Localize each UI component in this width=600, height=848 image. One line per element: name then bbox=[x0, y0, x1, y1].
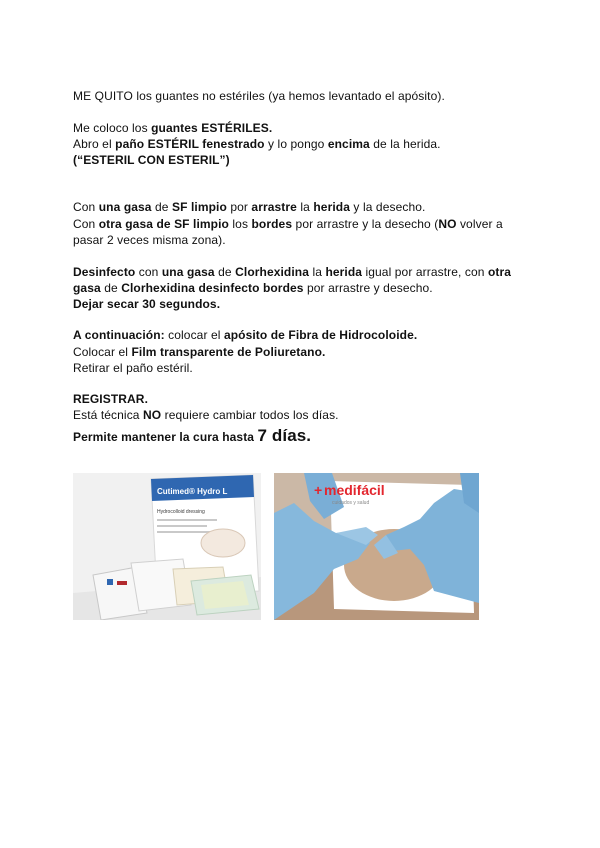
box-subtitle: Hydrocolloid dressing bbox=[157, 509, 205, 515]
text: de bbox=[151, 200, 172, 214]
bold-text: guantes ESTÉRILES. bbox=[151, 121, 273, 135]
text: Retirar el paño estéril. bbox=[73, 361, 193, 375]
text: requiere cambiar todos los días. bbox=[161, 408, 339, 422]
para-remove-gloves bbox=[73, 88, 445, 104]
bold-text: Clorhexidina bbox=[235, 265, 310, 279]
text: Me coloco los bbox=[73, 121, 152, 135]
text: la bbox=[296, 200, 314, 214]
bold-text: paño ESTÉRIL fenestrado bbox=[115, 137, 265, 151]
text: de bbox=[214, 265, 236, 279]
bold-text: SF limpio bbox=[172, 200, 227, 214]
para-disinfect-edges bbox=[73, 280, 433, 296]
text: ME QUITO los guantes no estériles (ya hemos levantado el apósito). bbox=[73, 89, 445, 103]
text: igual por arrastre, con bbox=[362, 265, 488, 279]
bold-text: arrastre bbox=[251, 200, 297, 214]
para-apply-film bbox=[73, 344, 325, 360]
emphasis-text: 7 días. bbox=[257, 426, 312, 445]
text: Colocar el bbox=[73, 345, 132, 359]
para-seven-days bbox=[73, 426, 311, 447]
text: colocar el bbox=[164, 328, 224, 342]
bold-text: otra gasa de SF limpio bbox=[98, 217, 229, 231]
text: por arrastre y la desecho ( bbox=[292, 217, 439, 231]
text: de la herida. bbox=[369, 137, 441, 151]
text: los bbox=[228, 217, 252, 231]
text: pasar 2 veces misma zona). bbox=[73, 233, 226, 247]
logo-text: medifácil bbox=[324, 482, 385, 498]
text: Está técnica bbox=[73, 408, 144, 422]
bold-text: NO bbox=[438, 217, 457, 231]
bold-text: herida bbox=[313, 200, 350, 214]
bold-text: Desinfecto bbox=[73, 265, 136, 279]
para-sterile-drape bbox=[73, 136, 441, 152]
bold-text: Clorhexidina desinfecto bordes bbox=[121, 281, 304, 295]
text: Con bbox=[73, 217, 99, 231]
text: por arrastre y desecho. bbox=[303, 281, 433, 295]
gloved-hands-photo bbox=[274, 473, 479, 620]
bold-text: herida bbox=[325, 265, 363, 279]
box-brand: Cutimed® Hydro L bbox=[157, 487, 228, 496]
para-remove-drape bbox=[73, 360, 193, 376]
bold-text: apósito de Fibra de Hidrocoloide. bbox=[223, 328, 418, 342]
bold-text: otra bbox=[487, 265, 512, 279]
para-clean-wound bbox=[73, 199, 425, 215]
text: Abro el bbox=[73, 137, 116, 151]
para-disinfect bbox=[73, 264, 511, 280]
para-dry-time bbox=[73, 296, 220, 312]
text: y la desecho. bbox=[349, 200, 426, 214]
bold-text: Dejar secar 30 segundos. bbox=[73, 297, 221, 311]
para-apply-dressing bbox=[73, 327, 417, 343]
bold-text: gasa bbox=[73, 281, 101, 295]
logo-plus: + bbox=[314, 482, 323, 498]
text: Con bbox=[73, 200, 99, 214]
bold-text: REGISTRAR. bbox=[73, 392, 149, 406]
para-sterile-with-sterile bbox=[73, 152, 230, 168]
text: por bbox=[226, 200, 252, 214]
para-sterile-gloves bbox=[73, 120, 272, 136]
para-no-daily-change bbox=[73, 407, 339, 423]
bold-text: Film transparente de Poliuretano. bbox=[131, 345, 326, 359]
text: de bbox=[100, 281, 122, 295]
bold-text: A continuación: bbox=[73, 328, 165, 342]
bold-text: Permite mantener la cura hasta bbox=[73, 430, 258, 444]
para-clean-edges bbox=[73, 216, 503, 232]
para-clean-edges-cont bbox=[73, 232, 226, 248]
hydrocolloid-product-photo bbox=[73, 473, 261, 620]
para-register bbox=[73, 391, 148, 407]
bold-text: una gasa bbox=[161, 265, 215, 279]
text: la bbox=[309, 265, 326, 279]
bold-text: una gasa bbox=[98, 200, 152, 214]
logo-tagline: cuidados y salud bbox=[332, 500, 370, 506]
text: volver a bbox=[456, 217, 503, 231]
bold-text: encima bbox=[327, 137, 370, 151]
text: y lo pongo bbox=[264, 137, 328, 151]
bold-text: NO bbox=[143, 408, 162, 422]
bold-text: bordes bbox=[251, 217, 293, 231]
text: con bbox=[135, 265, 162, 279]
bold-text: (“ESTERIL CON ESTERIL”) bbox=[73, 153, 230, 167]
